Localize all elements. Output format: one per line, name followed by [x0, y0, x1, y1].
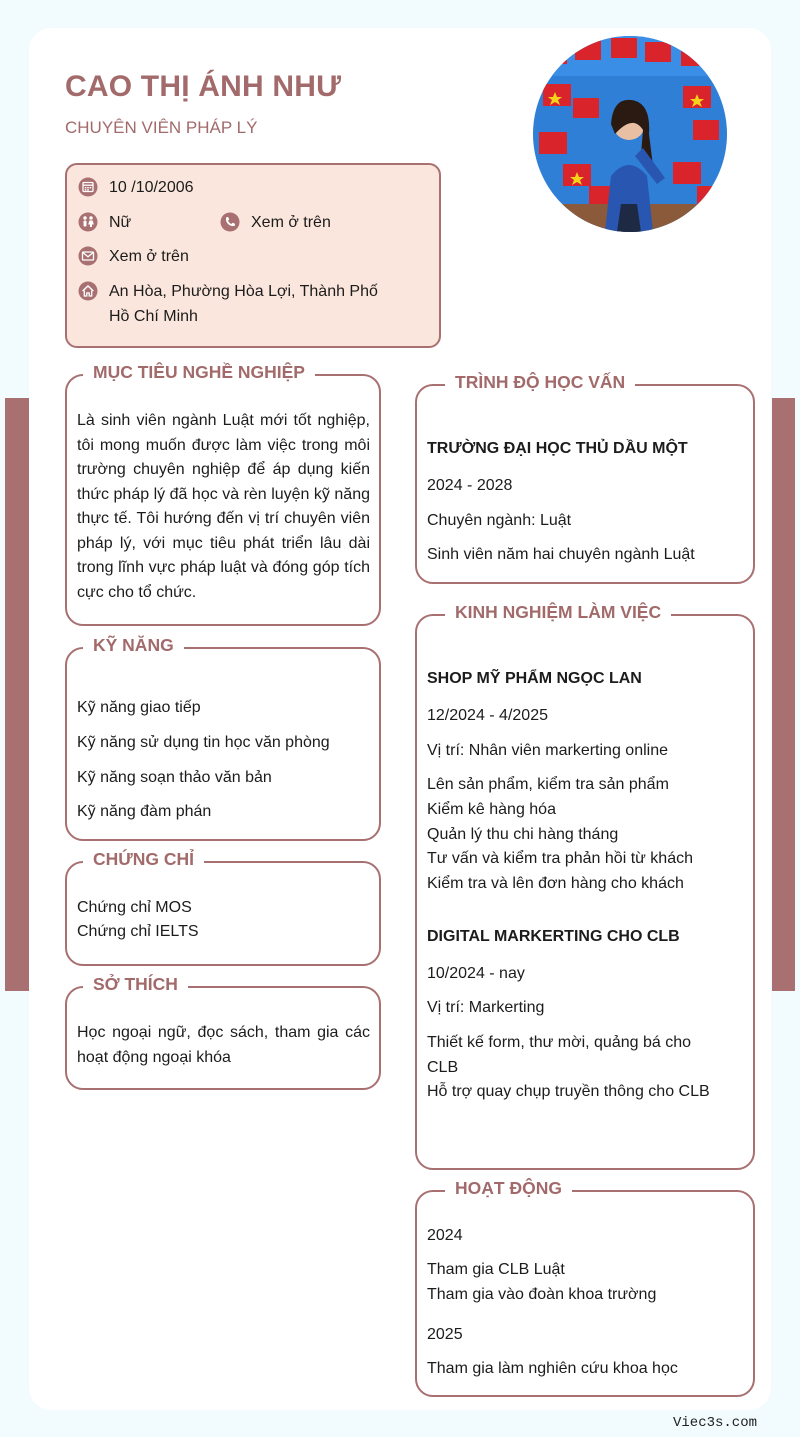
- gender-row: [78, 210, 131, 235]
- education-title: TRÌNH ĐỘ HỌC VẤN: [445, 372, 635, 393]
- certificates-title: CHỨNG CHỈ: [83, 849, 204, 870]
- birthday-row: [78, 175, 194, 200]
- calendar-icon: [78, 177, 98, 197]
- phone-row: [220, 210, 331, 235]
- objective-section: [65, 362, 381, 626]
- job-task: Kiểm tra và lên đơn hàng cho khách: [427, 875, 684, 892]
- candidate-name: CAO THỊ ÁNH NHƯ: [65, 70, 342, 103]
- job-period: 10/2024 - nay: [427, 965, 525, 982]
- address-text: [109, 279, 378, 329]
- activity-year: 2025: [427, 1326, 463, 1343]
- activities-title: HOẠT ĐỘNG: [445, 1178, 572, 1199]
- profile-photo: [533, 36, 727, 232]
- job-task: Thiết kế form, thư mời, quảng bá cho CLB: [427, 1034, 691, 1076]
- birthday-text: 10 /10/2006: [109, 179, 194, 196]
- certificate-item: Chứng chỉ IELTS: [77, 923, 199, 940]
- activity-item: Tham gia vào đoàn khoa trường: [427, 1286, 657, 1303]
- gender-text: Nữ: [109, 214, 132, 231]
- activity-year: 2024: [427, 1227, 463, 1244]
- education-period: 2024 - 2028: [427, 477, 513, 494]
- left-accent-bar: [5, 398, 30, 991]
- education-section: [415, 372, 755, 584]
- job-company: SHOP MỸ PHẨM NGỌC LAN: [427, 670, 642, 687]
- objective-text: Là sinh viên ngành Luật mới tốt nghiệp, tôi mong muốn được làm việc trong môi trường chuyên nghiệp để áp dụng kiến thức pháp lý đã học và rèn luyện kỹ năng thực tế. Tôi hướng đến vị trí chuyên viên pháp lý, với mục tiêu phát triển lâu dài trong lĩnh vực pháp luật và đóng góp tích cực cho tổ chức.: [77, 412, 370, 601]
- job-period: 12/2024 - 4/2025: [427, 707, 548, 724]
- skill-item: Kỹ năng soạn thảo văn bản: [77, 769, 272, 786]
- skill-item: Kỹ năng sử dụng tin học văn phòng: [77, 734, 330, 751]
- job-position: Vị trí: Markerting: [427, 999, 545, 1016]
- hobbies-section: [65, 974, 381, 1090]
- address-line-1: An Hòa, Phường Hòa Lợi, Thành Phố: [109, 283, 378, 300]
- home-icon: [78, 281, 98, 301]
- school-name: TRƯỜNG ĐẠI HỌC THỦ DẦU MỘT: [427, 440, 688, 457]
- job-task: Kiểm kê hàng hóa: [427, 801, 556, 818]
- candidate-role: CHUYÊN VIÊN PHÁP LÝ: [65, 118, 258, 137]
- phone-icon: [220, 212, 240, 232]
- experience-title: KINH NGHIỆM LÀM VIỆC: [445, 602, 671, 623]
- education-major: Chuyên ngành: Luật: [427, 512, 572, 529]
- activities-section: [415, 1178, 755, 1397]
- phone-text: Xem ở trên: [251, 214, 331, 231]
- address-row: [78, 279, 378, 329]
- job-task: Hỗ trợ quay chụp truyền thông cho CLB: [427, 1083, 710, 1100]
- hobbies-title: SỞ THÍCH: [83, 974, 188, 995]
- job-company: DIGITAL MARKERTING CHO CLB: [427, 928, 680, 945]
- gender-icon: [78, 212, 98, 232]
- skill-item: Kỹ năng đàm phán: [77, 803, 212, 820]
- address-line-2: Hồ Chí Minh: [109, 308, 198, 325]
- mail-icon: [78, 246, 98, 266]
- skills-section: [65, 635, 381, 841]
- contact-info-box: [65, 163, 441, 348]
- hobbies-text: Học ngoại ngữ, đọc sách, tham gia các hoạt động ngoại khóa: [77, 1024, 370, 1066]
- email-row: [78, 244, 189, 269]
- objective-title: MỤC TIÊU NGHỀ NGHIỆP: [83, 362, 315, 383]
- skills-title: KỸ NĂNG: [83, 635, 184, 656]
- job-position: Vị trí: Nhân viên markerting online: [427, 742, 668, 759]
- skill-item: Kỹ năng giao tiếp: [77, 699, 201, 716]
- watermark: Viec3s.com: [673, 1415, 758, 1431]
- activity-item: Tham gia làm nghiên cứu khoa học: [427, 1360, 678, 1377]
- right-accent-bar: [772, 398, 795, 991]
- certificate-item: Chứng chỉ MOS: [77, 899, 192, 916]
- job-task: Lên sản phẩm, kiểm tra sản phẩm: [427, 776, 669, 793]
- job-task: Tư vấn và kiểm tra phản hồi từ khách: [427, 850, 693, 867]
- education-note: Sinh viên năm hai chuyên ngành Luật: [427, 546, 695, 563]
- activity-item: Tham gia CLB Luật: [427, 1261, 565, 1278]
- job-task: Quản lý thu chi hàng tháng: [427, 826, 619, 843]
- email-text: Xem ở trên: [109, 248, 189, 265]
- certificates-section: [65, 849, 381, 966]
- experience-section: [415, 602, 755, 1170]
